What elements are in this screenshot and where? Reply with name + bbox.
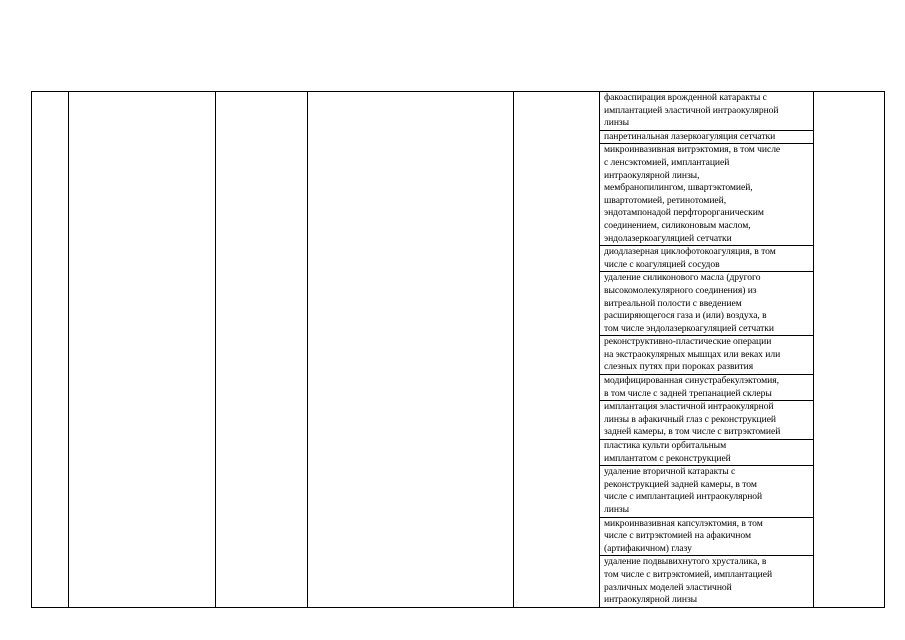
cell-number xyxy=(32,92,69,608)
method-item: микроинвазивная капсулэктомия, в том числе с витрэктомией на афакичном (артифакичном) глазу xyxy=(600,518,813,557)
method-item: удаление силиконового масла (другого высокомолекулярного соединения) из витреальной полости с введением расширяющегося газа и (или) воздуха, в том числе эндолазеркоагуляцией сетчатки xyxy=(600,272,813,336)
method-item: факоаспирация врожденной катаракты с имплантацией эластичной интраокулярной линзы xyxy=(600,92,813,131)
method-item: панретинальная лазеркоагуляция сетчатки xyxy=(600,131,813,145)
method-item: модифицированная синустрабекулэктомия, в том числе с задней трепанацией склеры xyxy=(600,375,813,401)
cell-cost xyxy=(814,92,885,608)
cell-treatment-type xyxy=(514,92,600,608)
method-item: диодлазерная циклофотокоагуляция, в том числе с коагуляцией сосудов xyxy=(600,246,813,272)
cell-care-profile xyxy=(69,92,216,608)
method-item: реконструктивно-пластические операции на экстраокулярных мышцах или веках или слезных путях при пороках развития xyxy=(600,336,813,375)
table-row xyxy=(32,92,885,608)
method-item: удаление вторичной катаракты с реконструкцией задней камеры, в том числе с имплантацией интраокулярной линзы xyxy=(600,466,813,517)
method-item: пластика культи орбитальным имплантатом с реконструкцией xyxy=(600,440,813,466)
method-item: микроинвазивная витрэктомия, в том числе с ленсэктомией, имплантацией интраокулярной линзы, мембранопилингом, швартэктомией, швартотомией, ретинотомией, эндотампонадой перфторорганическим соединением, силиконовым маслом, эндолазеркоагуляцией сетчатки xyxy=(600,144,813,246)
method-item: удаление подвывихнутого хрусталика, в том числе с витрэктомией, имплантацией различных моделей эластичной интраокулярной линзы xyxy=(604,556,773,606)
method-item: имплантация эластичной интраокулярной линзы в афакичный глаз с реконструкцией задней камеры, в том числе с витрэктомией xyxy=(600,401,813,440)
cell-patient-model xyxy=(308,92,514,608)
cell-treatment-methods xyxy=(600,92,814,608)
cell-icd-code xyxy=(216,92,308,608)
methods-table xyxy=(31,91,885,608)
